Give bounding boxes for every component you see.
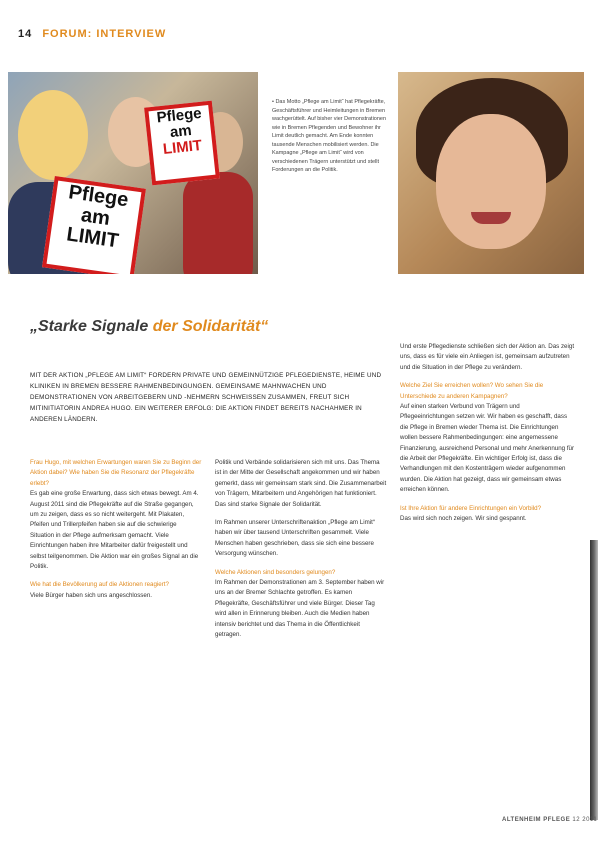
sign-text-line1: Pflege xyxy=(67,181,130,212)
page-binding-edge xyxy=(590,540,598,820)
issue-number: 12 2011 xyxy=(572,817,598,823)
sign-text-line3: LIMIT xyxy=(65,223,120,253)
page-footer xyxy=(502,817,597,823)
photo-caption: • Das Motto „Pflege am Limit“ hat Pflegekräfte, Geschäftsführer und Heimleitungen in Bremen wachgerüttelt. Auf bisher vier Demonstrationen wie in Bremen Pflegenden und Bewohner ihr Limit deutlich gemacht. Am Ende konnten tausende Menschen mobilisiert werden. Die Kampagne „Pflege am Limit“ wird von verschiedenen Trägern unterstützt und stellt Forderungen an die Politik. xyxy=(272,99,387,173)
portrait-photo xyxy=(398,72,584,274)
protest-sign-small xyxy=(144,101,220,186)
answer: Und erste Pflegedienste schließen sich der Aktion an. Das zeigt uns, dass es für viele ein Anliegen ist, gemeinsam aufzutreten und die Situation in der Pflege zu verändern. xyxy=(400,343,575,371)
answer: Im Rahmen unserer Unterschriftenaktion „Pflege am Limit“ haben wir über tausend Unterschriften gesammelt. Viele Menschen haben geschrieben, dass sie sich eine bessere Versorgung wünschen. xyxy=(215,519,375,558)
answer: Auf einen starken Verbund von Trägern und Pflegeeinrichtungen setzen wir. Wir haben es geschafft, dass die Pflege in Bremen wieder Thema ist. Die Einrichtungen wollen bessere Rahmenbedingungen: eine angemessene Finanzierung, ausreichend Personal und mehr Anerkennung für die Arbeit der Pflegekräfte. Ein wichtiger Erfolg ist, dass die Verhandlungen mit den Kostenträgern wieder aufgenommen wurden. Die Aktion hat gezeigt, dass wir gemeinsam etwas erreichen können. xyxy=(400,403,575,494)
question: Welche Aktionen sind besonders gelungen? xyxy=(215,568,336,576)
title-accent: der Solidarität“ xyxy=(152,318,269,335)
question: Welche Ziel Sie erreichen wollen? Wo sehen Sie die Unterschiede zu anderen Kampagnen? xyxy=(400,382,544,400)
protester-1 xyxy=(18,90,88,180)
text-column-2 xyxy=(215,458,387,641)
sign-text-line2: am xyxy=(79,204,112,231)
sign-text-line3: LIMIT xyxy=(162,136,203,158)
article-title xyxy=(30,318,268,336)
answer: Das wird sich noch zeigen. Wir sind gespannt. xyxy=(400,515,527,523)
portrait-smile xyxy=(471,212,511,224)
text-column-3 xyxy=(400,342,575,525)
article-intro: MIT DER AKTION „PFLEGE AM LIMIT“ FORDERN PRIVATE UND GEMEINNÜTZIGE PFLEGEDIENSTE, HEIME UND KLINIKEN IN BREMEN BESSERE RAHMENBEDINGUNGEN. GEMEINSAME MAHNWACHEN UND DEMONSTRATIONEN VON ARBEITGEBERN UND -NEHMERN SCHWEISSEN ZUSAMMEN, FREUT SICH MITINITIATORIN ANDREA HUGO. EIN WEITERER ERFOLG: DIE AKTION FINDET BEREITS NACHAHMER IN ANDEREN LÄNDERN. xyxy=(30,372,382,423)
question: Wie hat die Bevölkerung auf die Aktionen reagiert? xyxy=(30,581,169,589)
answer: Im Rahmen der Demonstrationen am 3. September haben wir uns an der Bremer Schlachte getroffen. Es kamen Pflegekräfte, Geschäftsführer und viele Bürger. Dieser Tag wird allen in Erinnerung bleiben. Auch die Medien haben intensiv berichtet und das Thema in die Öffentlichkeit getragen. xyxy=(215,579,385,639)
protester-body-2 xyxy=(183,172,253,274)
title-main: „Starke Signale xyxy=(30,318,153,335)
magazine-brand: ALTENHEIM PFLEGE xyxy=(502,817,571,823)
sign-text-line2: am xyxy=(169,121,193,141)
section-title: FORUM: INTERVIEW xyxy=(42,28,167,40)
text-column-1 xyxy=(30,458,202,601)
question: Frau Hugo, mit welchen Erwartungen waren Sie zu Beginn der Aktion dabei? Wie haben Sie die Resonanz der Pflegekräfte erlebt? xyxy=(30,459,202,487)
protest-sign-large xyxy=(42,176,146,274)
answer: Viele Bürger haben sich uns angeschlossen. xyxy=(30,591,152,599)
page-header xyxy=(18,28,166,40)
answer: Es gab eine große Erwartung, dass sich etwas bewegt. Am 4. August 2011 sind die Pflegekräfte auf die Straße gegangen, um zu zeigen, dass es so nicht weitergeht. Mit Plakaten, Pfeifen und Trillerpfeifen haben sie auf die schwierige Situation in der Pflege aufmerksam gemacht. Viele Einrichtungen haben ihre Mitarbeiter dafür freigestellt und selbst teilgenommen. Die Aktion war ein großes Signal an die Politik. xyxy=(30,490,199,571)
sign-text-line1: Pflege xyxy=(155,104,203,127)
portrait-face xyxy=(436,114,546,249)
answer: Politik und Verbände solidarisieren sich mit uns. Das Thema ist in der Mitte der Gesellschaft angekommen und wir haben gemerkt, dass wir gemeinsam stark sind. Die Zusammenarbeit von Trägern, Mitarbeitern und Angehörigen hat funktioniert. Das sind starke Signale der Solidarität. xyxy=(215,459,387,508)
demonstration-photo xyxy=(8,72,258,274)
question: Ist Ihre Aktion für andere Einrichtungen ein Vorbild? xyxy=(400,504,542,512)
page-number: 14 xyxy=(18,28,33,40)
